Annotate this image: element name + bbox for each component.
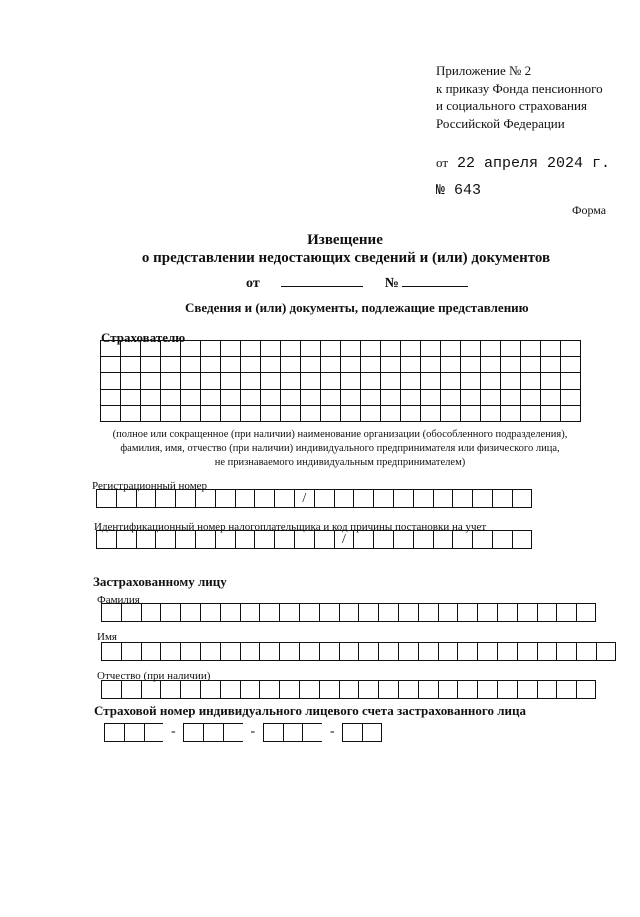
input-cell[interactable] xyxy=(319,603,339,622)
registration-number-field[interactable] xyxy=(96,489,532,508)
input-cell[interactable] xyxy=(235,530,255,549)
input-cell[interactable] xyxy=(398,642,418,661)
grid-cell[interactable] xyxy=(481,373,501,389)
grid-cell[interactable] xyxy=(141,390,161,406)
grid-cell[interactable] xyxy=(561,373,581,389)
input-cell[interactable] xyxy=(556,642,576,661)
input-cell[interactable] xyxy=(576,642,596,661)
input-cell[interactable] xyxy=(438,680,458,699)
grid-cell[interactable] xyxy=(481,406,501,422)
grid-cell[interactable] xyxy=(301,406,321,422)
grid-cell[interactable] xyxy=(441,406,461,422)
input-cell[interactable] xyxy=(160,603,180,622)
grid-cell[interactable] xyxy=(541,357,561,373)
input-cell[interactable] xyxy=(358,680,378,699)
input-cell[interactable] xyxy=(457,680,477,699)
grid-cell[interactable] xyxy=(561,390,581,406)
grid-cell[interactable] xyxy=(401,373,421,389)
input-cell[interactable] xyxy=(418,642,438,661)
input-cell[interactable] xyxy=(433,489,453,508)
input-cell[interactable] xyxy=(96,530,116,549)
input-cell[interactable] xyxy=(378,680,398,699)
input-cell[interactable] xyxy=(517,603,537,622)
grid-cell[interactable] xyxy=(401,406,421,422)
order-date xyxy=(436,155,610,172)
appendix-line: Российской Федерации xyxy=(436,115,565,131)
insurer-heading: Страхователю xyxy=(101,330,186,345)
input-cell[interactable] xyxy=(452,489,472,508)
appendix-line: Приложение № 2 xyxy=(436,63,532,78)
grid-cell[interactable] xyxy=(241,373,261,389)
patronymic-field[interactable] xyxy=(101,680,596,699)
grid-cell[interactable] xyxy=(421,357,441,373)
notice-date-number-line xyxy=(246,272,468,292)
surname-field[interactable] xyxy=(101,603,596,622)
input-cell[interactable] xyxy=(200,680,220,699)
grid-cell[interactable] xyxy=(101,373,121,389)
input-cell[interactable] xyxy=(358,642,378,661)
grid-cell[interactable] xyxy=(221,390,241,406)
input-cell[interactable] xyxy=(155,530,175,549)
grid-cell[interactable] xyxy=(401,390,421,406)
input-cell[interactable] xyxy=(274,489,294,508)
input-cell[interactable] xyxy=(183,723,203,742)
grid-cell[interactable] xyxy=(261,373,281,389)
grid-cell[interactable] xyxy=(441,373,461,389)
grid-cell[interactable] xyxy=(501,357,521,373)
grid-cell[interactable] xyxy=(161,341,181,357)
input-cell[interactable] xyxy=(413,489,433,508)
grid-cell[interactable] xyxy=(441,357,461,373)
input-cell[interactable] xyxy=(576,680,596,699)
grid-cell[interactable] xyxy=(441,341,461,357)
grid-cell[interactable] xyxy=(561,341,581,357)
insured-heading: Застрахованному лицу xyxy=(93,574,227,589)
input-cell[interactable] xyxy=(180,603,200,622)
input-cell[interactable] xyxy=(283,723,303,742)
input-cell[interactable] xyxy=(353,530,373,549)
input-cell[interactable] xyxy=(362,723,382,742)
grid-cell[interactable] xyxy=(321,341,341,357)
input-cell[interactable] xyxy=(124,723,144,742)
insurer-name-grid[interactable] xyxy=(100,340,581,422)
grid-cell[interactable] xyxy=(341,357,361,373)
grid-cell[interactable] xyxy=(301,341,321,357)
notice-number-label: № xyxy=(384,276,399,291)
surname-label: Фамилия xyxy=(97,594,140,606)
grid-cell[interactable] xyxy=(181,406,201,422)
input-cell[interactable] xyxy=(319,680,339,699)
snils-label: Страховой номер индивидуального лицевого счета застрахованного лица xyxy=(94,703,527,718)
input-cell[interactable] xyxy=(537,642,557,661)
input-cell[interactable] xyxy=(294,530,314,549)
grid-cell[interactable] xyxy=(341,406,361,422)
grid-cell[interactable] xyxy=(321,373,341,389)
snils-dash: - xyxy=(171,724,176,739)
input-cell[interactable] xyxy=(314,530,334,549)
input-cell[interactable] xyxy=(452,530,472,549)
input-cell[interactable] xyxy=(438,603,458,622)
input-cell[interactable] xyxy=(101,603,121,622)
grid-cell[interactable] xyxy=(541,341,561,357)
grid-cell[interactable] xyxy=(361,357,381,373)
input-cell[interactable] xyxy=(274,530,294,549)
input-cell[interactable] xyxy=(339,603,359,622)
grid-cell[interactable] xyxy=(221,357,241,373)
grid-cell[interactable] xyxy=(561,357,581,373)
input-cell[interactable] xyxy=(263,723,283,742)
input-cell[interactable] xyxy=(537,680,557,699)
input-cell[interactable] xyxy=(160,680,180,699)
input-cell[interactable] xyxy=(418,680,438,699)
document-subtitle: о представлении недостающих сведений и (или) документов xyxy=(141,250,551,266)
input-cell[interactable] xyxy=(180,642,200,661)
appendix-header xyxy=(436,62,603,132)
grid-cell[interactable] xyxy=(361,406,381,422)
input-cell[interactable] xyxy=(136,489,156,508)
grid-cell[interactable] xyxy=(341,341,361,357)
input-cell[interactable] xyxy=(299,603,319,622)
grid-cell[interactable] xyxy=(461,357,481,373)
grid-cell[interactable] xyxy=(441,390,461,406)
grid-cell[interactable] xyxy=(281,357,301,373)
insurer-caption-line: не признаваемого индивидуальным предпринимателем) xyxy=(214,457,466,468)
order-number-value: 643 xyxy=(454,182,482,199)
input-cell[interactable] xyxy=(121,603,141,622)
input-cell[interactable] xyxy=(220,680,240,699)
grid-cell[interactable] xyxy=(121,390,141,406)
grid-cell[interactable] xyxy=(161,390,181,406)
input-cell[interactable] xyxy=(319,642,339,661)
input-cell[interactable] xyxy=(576,603,596,622)
input-cell[interactable] xyxy=(537,603,557,622)
grid-cell[interactable] xyxy=(301,357,321,373)
input-cell[interactable] xyxy=(254,489,274,508)
grid-cell[interactable] xyxy=(361,390,381,406)
input-cell[interactable] xyxy=(398,603,418,622)
grid-cell[interactable] xyxy=(421,406,441,422)
input-cell[interactable] xyxy=(556,680,576,699)
input-cell[interactable] xyxy=(96,489,116,508)
grid-cell[interactable] xyxy=(201,373,221,389)
input-cell[interactable] xyxy=(121,642,141,661)
input-cell[interactable] xyxy=(393,489,413,508)
grid-cell[interactable] xyxy=(461,341,481,357)
notice-date-field[interactable] xyxy=(281,272,363,287)
first-name-label: Имя xyxy=(97,631,117,643)
grid-cell[interactable] xyxy=(521,390,541,406)
grid-cell[interactable] xyxy=(421,373,441,389)
input-cell[interactable] xyxy=(279,680,299,699)
section-subtitle: Сведения и (или) документы, подлежащие представлению xyxy=(185,300,529,315)
grid-cell[interactable] xyxy=(101,406,121,422)
input-cell[interactable] xyxy=(215,530,235,549)
grid-cell[interactable] xyxy=(341,390,361,406)
input-cell[interactable] xyxy=(195,489,215,508)
grid-cell[interactable] xyxy=(201,357,221,373)
input-cell[interactable] xyxy=(433,530,453,549)
input-cell[interactable] xyxy=(180,680,200,699)
input-cell[interactable] xyxy=(116,530,136,549)
appendix-line: и социального страхования xyxy=(436,98,587,113)
grid-cell[interactable] xyxy=(161,373,181,389)
input-cell[interactable] xyxy=(200,603,220,622)
input-cell[interactable] xyxy=(378,603,398,622)
grid-cell[interactable] xyxy=(181,390,201,406)
grid-cell[interactable] xyxy=(261,357,281,373)
inn-kpp-separator: / xyxy=(334,530,354,549)
input-cell[interactable] xyxy=(457,603,477,622)
input-cell[interactable] xyxy=(259,642,279,661)
registration-separator: / xyxy=(294,489,314,508)
input-cell[interactable] xyxy=(223,723,243,742)
grid-cell[interactable] xyxy=(541,373,561,389)
input-cell[interactable] xyxy=(497,680,517,699)
grid-cell[interactable] xyxy=(101,341,121,357)
first-name-field[interactable] xyxy=(101,642,616,661)
input-cell[interactable] xyxy=(342,723,362,742)
input-cell[interactable] xyxy=(334,489,354,508)
notice-number-field[interactable] xyxy=(402,272,468,287)
grid-cell[interactable] xyxy=(181,357,201,373)
grid-cell[interactable] xyxy=(561,406,581,422)
grid-cell[interactable] xyxy=(161,406,181,422)
input-cell[interactable] xyxy=(472,489,492,508)
grid-cell[interactable] xyxy=(241,357,261,373)
grid-cell[interactable] xyxy=(101,390,121,406)
input-cell[interactable] xyxy=(141,642,161,661)
input-cell[interactable] xyxy=(141,603,161,622)
grid-cell[interactable] xyxy=(141,373,161,389)
grid-cell[interactable] xyxy=(381,357,401,373)
input-cell[interactable] xyxy=(457,642,477,661)
input-cell[interactable] xyxy=(477,603,497,622)
grid-cell[interactable] xyxy=(181,373,201,389)
grid-cell[interactable] xyxy=(501,406,521,422)
grid-cell[interactable] xyxy=(101,357,121,373)
input-cell[interactable] xyxy=(472,530,492,549)
grid-cell[interactable] xyxy=(521,357,541,373)
input-cell[interactable] xyxy=(299,642,319,661)
grid-cell[interactable] xyxy=(281,341,301,357)
input-cell[interactable] xyxy=(259,603,279,622)
input-cell[interactable] xyxy=(358,603,378,622)
input-cell[interactable] xyxy=(302,723,322,742)
grid-cell[interactable] xyxy=(501,390,521,406)
input-cell[interactable] xyxy=(477,680,497,699)
grid-cell[interactable] xyxy=(361,341,381,357)
grid-cell[interactable] xyxy=(521,373,541,389)
grid-cell[interactable] xyxy=(501,341,521,357)
grid-cell[interactable] xyxy=(261,406,281,422)
input-cell[interactable] xyxy=(240,680,260,699)
grid-cell[interactable] xyxy=(281,406,301,422)
input-cell[interactable] xyxy=(398,680,418,699)
inn-kpp-field[interactable] xyxy=(96,530,532,549)
input-cell[interactable] xyxy=(596,642,616,661)
grid-cell[interactable] xyxy=(241,390,261,406)
input-cell[interactable] xyxy=(220,603,240,622)
grid-cell[interactable] xyxy=(541,390,561,406)
input-cell[interactable] xyxy=(254,530,274,549)
insurer-caption-line: фамилия, имя, отчество (при наличии) индивидуального предпринимателя или физического лица, xyxy=(120,443,560,454)
grid-cell[interactable] xyxy=(381,341,401,357)
grid-cell[interactable] xyxy=(341,373,361,389)
input-cell[interactable] xyxy=(314,489,334,508)
grid-cell[interactable] xyxy=(401,341,421,357)
grid-cell[interactable] xyxy=(321,357,341,373)
grid-cell[interactable] xyxy=(421,341,441,357)
input-cell[interactable] xyxy=(517,642,537,661)
insurer-caption-line: (полное или сокращенное (при наличии) наименование организации (обособленного подразделения), xyxy=(112,429,568,440)
input-cell[interactable] xyxy=(279,603,299,622)
input-cell[interactable] xyxy=(104,723,124,742)
grid-cell[interactable] xyxy=(121,373,141,389)
input-cell[interactable] xyxy=(200,642,220,661)
grid-cell[interactable] xyxy=(141,341,161,357)
input-cell[interactable] xyxy=(240,603,260,622)
input-cell[interactable] xyxy=(512,530,532,549)
input-cell[interactable] xyxy=(373,489,393,508)
grid-cell[interactable] xyxy=(481,390,501,406)
grid-cell[interactable] xyxy=(301,390,321,406)
input-cell[interactable] xyxy=(438,642,458,661)
input-cell[interactable] xyxy=(175,489,195,508)
input-cell[interactable] xyxy=(418,603,438,622)
grid-cell[interactable] xyxy=(141,357,161,373)
input-cell[interactable] xyxy=(101,680,121,699)
input-cell[interactable] xyxy=(413,530,433,549)
input-cell[interactable] xyxy=(195,530,215,549)
input-cell[interactable] xyxy=(144,723,164,742)
grid-cell[interactable] xyxy=(501,373,521,389)
document-title: Извещение xyxy=(307,232,383,248)
grid-cell[interactable] xyxy=(541,406,561,422)
snils-field[interactable] xyxy=(104,722,382,742)
grid-cell[interactable] xyxy=(121,406,141,422)
input-cell[interactable] xyxy=(240,642,260,661)
input-cell[interactable] xyxy=(353,489,373,508)
grid-cell[interactable] xyxy=(321,406,341,422)
grid-cell[interactable] xyxy=(141,406,161,422)
input-cell[interactable] xyxy=(556,603,576,622)
grid-cell[interactable] xyxy=(281,373,301,389)
input-cell[interactable] xyxy=(121,680,141,699)
input-cell[interactable] xyxy=(497,603,517,622)
snils-dash: - xyxy=(329,724,335,739)
input-cell[interactable] xyxy=(492,489,512,508)
input-cell[interactable] xyxy=(373,530,393,549)
grid-cell[interactable] xyxy=(481,357,501,373)
grid-cell[interactable] xyxy=(261,390,281,406)
input-cell[interactable] xyxy=(477,642,497,661)
grid-cell[interactable] xyxy=(461,406,481,422)
grid-cell[interactable] xyxy=(401,357,421,373)
grid-cell[interactable] xyxy=(281,390,301,406)
input-cell[interactable] xyxy=(160,642,180,661)
grid-cell[interactable] xyxy=(261,341,281,357)
input-cell[interactable] xyxy=(259,680,279,699)
input-cell[interactable] xyxy=(175,530,195,549)
patronymic-label: Отчество (при наличии) xyxy=(97,670,211,682)
snils-dash: - xyxy=(250,724,256,739)
grid-cell[interactable] xyxy=(201,406,221,422)
order-number xyxy=(436,182,481,199)
grid-cell[interactable] xyxy=(361,373,381,389)
grid-cell[interactable] xyxy=(481,341,501,357)
grid-cell[interactable] xyxy=(221,341,241,357)
insurer-caption xyxy=(70,428,610,470)
grid-cell[interactable] xyxy=(321,390,341,406)
grid-cell[interactable] xyxy=(461,390,481,406)
input-cell[interactable] xyxy=(393,530,413,549)
grid-cell[interactable] xyxy=(381,373,401,389)
input-cell[interactable] xyxy=(141,680,161,699)
grid-cell[interactable] xyxy=(241,406,261,422)
input-cell[interactable] xyxy=(497,642,517,661)
grid-cell[interactable] xyxy=(161,357,181,373)
order-date-prefix: от xyxy=(436,155,449,170)
input-cell[interactable] xyxy=(299,680,319,699)
input-cell[interactable] xyxy=(339,680,359,699)
grid-cell[interactable] xyxy=(381,406,401,422)
grid-cell[interactable] xyxy=(521,341,541,357)
input-cell[interactable] xyxy=(220,642,240,661)
grid-cell[interactable] xyxy=(301,373,321,389)
grid-cell[interactable] xyxy=(221,373,241,389)
input-cell[interactable] xyxy=(279,642,299,661)
form-label: Форма xyxy=(572,203,607,217)
input-cell[interactable] xyxy=(116,489,136,508)
grid-cell[interactable] xyxy=(201,341,221,357)
grid-cell[interactable] xyxy=(381,390,401,406)
input-cell[interactable] xyxy=(101,642,121,661)
input-cell[interactable] xyxy=(378,642,398,661)
input-cell[interactable] xyxy=(492,530,512,549)
order-number-prefix: № xyxy=(436,182,446,199)
input-cell[interactable] xyxy=(203,723,223,742)
input-cell[interactable] xyxy=(235,489,255,508)
appendix-line: к приказу Фонда пенсионного xyxy=(436,80,603,96)
grid-cell[interactable] xyxy=(221,406,241,422)
input-cell[interactable] xyxy=(155,489,175,508)
input-cell[interactable] xyxy=(512,489,532,508)
grid-cell[interactable] xyxy=(121,357,141,373)
notice-from-label: от xyxy=(246,276,260,291)
grid-cell[interactable] xyxy=(201,390,221,406)
input-cell[interactable] xyxy=(517,680,537,699)
grid-cell[interactable] xyxy=(421,390,441,406)
input-cell[interactable] xyxy=(339,642,359,661)
registration-number-label: Регистрационный номер xyxy=(92,480,208,492)
inn-kpp-label: Идентификационный номер налогоплательщика и код причины постановки на учет xyxy=(94,521,487,533)
grid-cell[interactable] xyxy=(181,341,201,357)
input-cell[interactable] xyxy=(215,489,235,508)
order-date-value: 22 апреля 2024 г. xyxy=(457,155,611,172)
input-cell[interactable] xyxy=(136,530,156,549)
grid-cell[interactable] xyxy=(521,406,541,422)
grid-cell[interactable] xyxy=(241,341,261,357)
grid-cell[interactable] xyxy=(461,373,481,389)
grid-cell[interactable] xyxy=(121,341,141,357)
